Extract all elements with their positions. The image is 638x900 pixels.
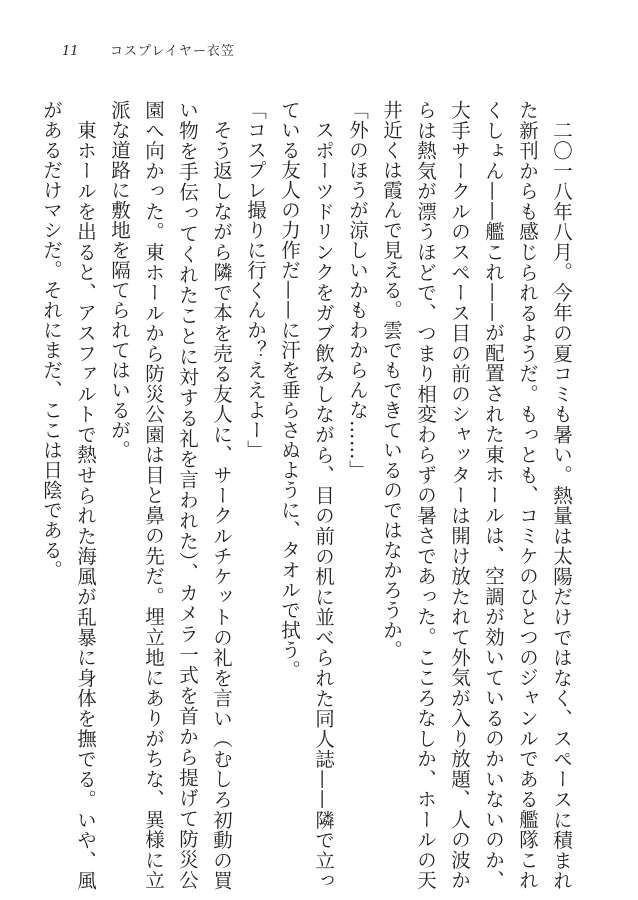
page-number: 11 xyxy=(62,44,79,59)
paragraph-4: 「コスプレ撮りに行くんか？ええよー」 xyxy=(244,100,267,460)
page-header xyxy=(62,40,235,60)
paragraph-6: 東ホールを出ると、アスファルトで熱せられた海風が乱暴に身体を撫でる。いや、風があるだけマシだ。それにまだ、ここは日陰である。 xyxy=(40,100,97,890)
paragraph-3: スポーツドリンクをガブ飲みしながら、目の前の机に並べられた同人誌——隣で立っている友人の力作だ——に汗を垂らさぬように、タオルで拭う。 xyxy=(278,100,335,890)
paragraph-2: 「外のほうが涼しいかもわからんな……」 xyxy=(346,100,369,480)
vertical-text-body xyxy=(40,100,578,891)
running-title: コスプレイヤー衣笠 xyxy=(110,44,235,59)
paragraph-5: そう返しながら隣で本を売る友人に、サークルチケットの礼を言い（むしろ初動の買い物を手伝ってくれたことに対する礼を言われた）、カメラ一式を首から提げて防災公園へ向かった。東ホールから防災公園は目と鼻の先だ。埋立地にありがちな、異様に立派な道路に敷地を隔てられてはいるが。 xyxy=(108,100,233,891)
paragraph-1: 二〇一八年八月。今年の夏コミも暑い。熱量は太陽だけではなく、スペースに積まれた新刊からも感じられるようだ。もっとも、コミケのひとつのジャンルである艦隊これくしょん——艦これ——が配置された東ホールは、空調が効いているのかいないのか、大手サークルのスペース目の前のシャッターは開け放たれて外気が入り放題、人の波からは熱気が漂うほどで、つまり相変わらずの暑さであった。こころなしか、ホールの天井近くは霞んで見える。雲でもできているのではなかろうか。 xyxy=(380,100,573,890)
